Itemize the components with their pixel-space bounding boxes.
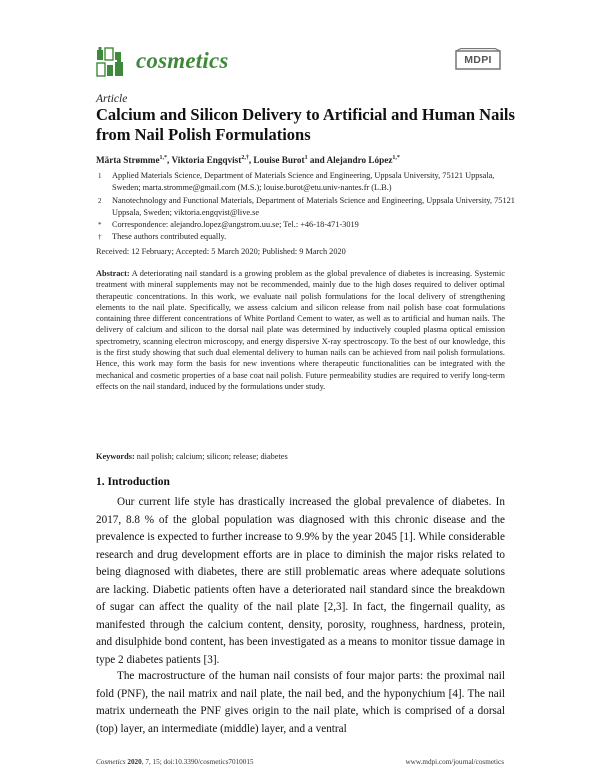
author-name: Louise Burot [253, 155, 305, 166]
keywords [96, 452, 288, 461]
author-name: Viktoria Engqvist [171, 155, 242, 166]
affiliation-mark: 1 [98, 172, 102, 180]
affiliation-item [98, 195, 518, 219]
author-name: Alejandro López [326, 155, 393, 166]
author-affiliation-mark: 1 [304, 155, 308, 161]
affiliation-mark: † [98, 233, 102, 241]
affiliation-mark: * [98, 221, 102, 229]
article-title: Calcium and Silicon Delivery to Artificial and Human Nails from Nail Polish Formulations [96, 105, 515, 144]
author-separator: , [167, 155, 172, 166]
equal-contribution-note [98, 231, 518, 243]
affiliation-text: Applied Materials Science, Department of Materials Science and Engineering, Uppsala University, 75121 Uppsala, Sweden; marta.stromme@gmail.com (M.S.); louise.burot@etu.univ-nantes.fr (L.B.) [112, 171, 495, 192]
author-name: Märta Strømme [96, 155, 160, 166]
author-affiliation-mark: 2,† [241, 155, 249, 161]
journal-name: cosmetics [136, 48, 229, 73]
abstract [96, 268, 505, 392]
author-affiliation-mark: 1,* [159, 155, 168, 161]
cosmetics-logo-icon [96, 46, 132, 78]
equal-contribution-text: These authors contributed equally. [112, 232, 227, 241]
keywords-text: nail polish; calcium; silicon; release; diabetes [136, 452, 288, 461]
keywords-label: Keywords: [96, 452, 135, 461]
body-paragraph: Our current life style has drastically increased the global prevalence of diabetes. In 2017, 8.8 % of the global population was diagnosed with this chronic disease and the prevalence is expected to further increase to 9.9% by the year 2045 [1]. While considerable research and drug development efforts are in place to diminish the major risks related to being diagnosed with diabetes, there are still problematic areas where adequate solutions are lacking. Diabetic patients often have a deteriorated nail standard since the breakdown of sugar can affect the quality of the nail plate [2,3]. In fact, the fingernail quality, as manifested through the calcium content, density, porosity, roughness, hardness, protein, and disulphide bond content, has been investigated as a means to monitor tissue damage in type 2 diabetes patients [3]. [96, 496, 505, 666]
footer-citation-rest: , 7, 15; doi:10.3390/cosmetics7010015 [141, 758, 254, 766]
author-separator: and [307, 155, 327, 166]
abstract-text: A deteriorating nail standard is a growing problem as the global prevalence of diabetes is increasing. Systemic treatment with mineral supplements may not be recommended, mainly due to the high doses required to deliver optimal therapeutic concentrations. In this work, we evaluate nail polish formulations for the local delivery of strengthening elements to the nail plate. Specifically, we assess calcium and silicon release from nail polish base coat formulations containing three different concentrations of White Portland Cement to water, as well as to artificial and human nails. The delivery of calcium and silicon to the dorsal nail plate was determined by inductively coupled plasma optical emission spectrometry, scanning electron microscopy, and energy dispersive X-ray spectroscopy. To the best of our knowledge, this is the first study showing that such dual elemental delivery to human nails can be achieved from nail polish formulations. Hence, this work may form the basis for new inventions where therapeutic functionalities can be integrated with the mechanical and cosmetic properties of a base coat nail polish. Future permeability studies are required to verify long-term effects on the nail standard, induced by the formulations under study. [96, 269, 506, 391]
correspondence-item [98, 219, 518, 231]
affiliation-text: Nanotechnology and Functional Materials, Department of Materials Science and Engineering, Uppsala University, 75121 Uppsala, Sweden; viktoria.engqvist@live.se [112, 196, 515, 217]
publisher-badge-text: MDPI [464, 54, 492, 66]
author-list [96, 155, 400, 165]
footer-journal: Cosmetics [96, 758, 126, 766]
author-separator: , [248, 155, 254, 166]
abstract-label: Abstract: [96, 269, 130, 278]
footer-year: 2020 [127, 758, 142, 766]
affiliation-mark: 2 [98, 197, 102, 205]
affiliation-item [98, 170, 518, 194]
author-affiliation-mark: 1,* [392, 155, 400, 161]
footer-url[interactable]: www.mdpi.com/journal/cosmetics [405, 758, 504, 766]
body-paragraph: The macrostructure of the human nail consists of four major parts: the proximal nail fold (PNF), the nail matrix and nail plate, the nail bed, and the hyponychium [4]. The nail matrix underneath the PNF gives origin to the nail plate, which is comprised of a dorsal (top) layer, an intermediate (middle) layer, and a ventral [96, 670, 505, 735]
article-type: Article [96, 93, 128, 105]
footer-citation [96, 758, 254, 766]
publication-history: Received: 12 February; Accepted: 5 March 2020; Published: 9 March 2020 [96, 247, 346, 256]
correspondence-text: Correspondence: alejandro.lopez@angstrom.uu.se; Tel.: +46-18-471-3019 [112, 220, 359, 229]
section-heading: 1. Introduction [96, 476, 170, 488]
